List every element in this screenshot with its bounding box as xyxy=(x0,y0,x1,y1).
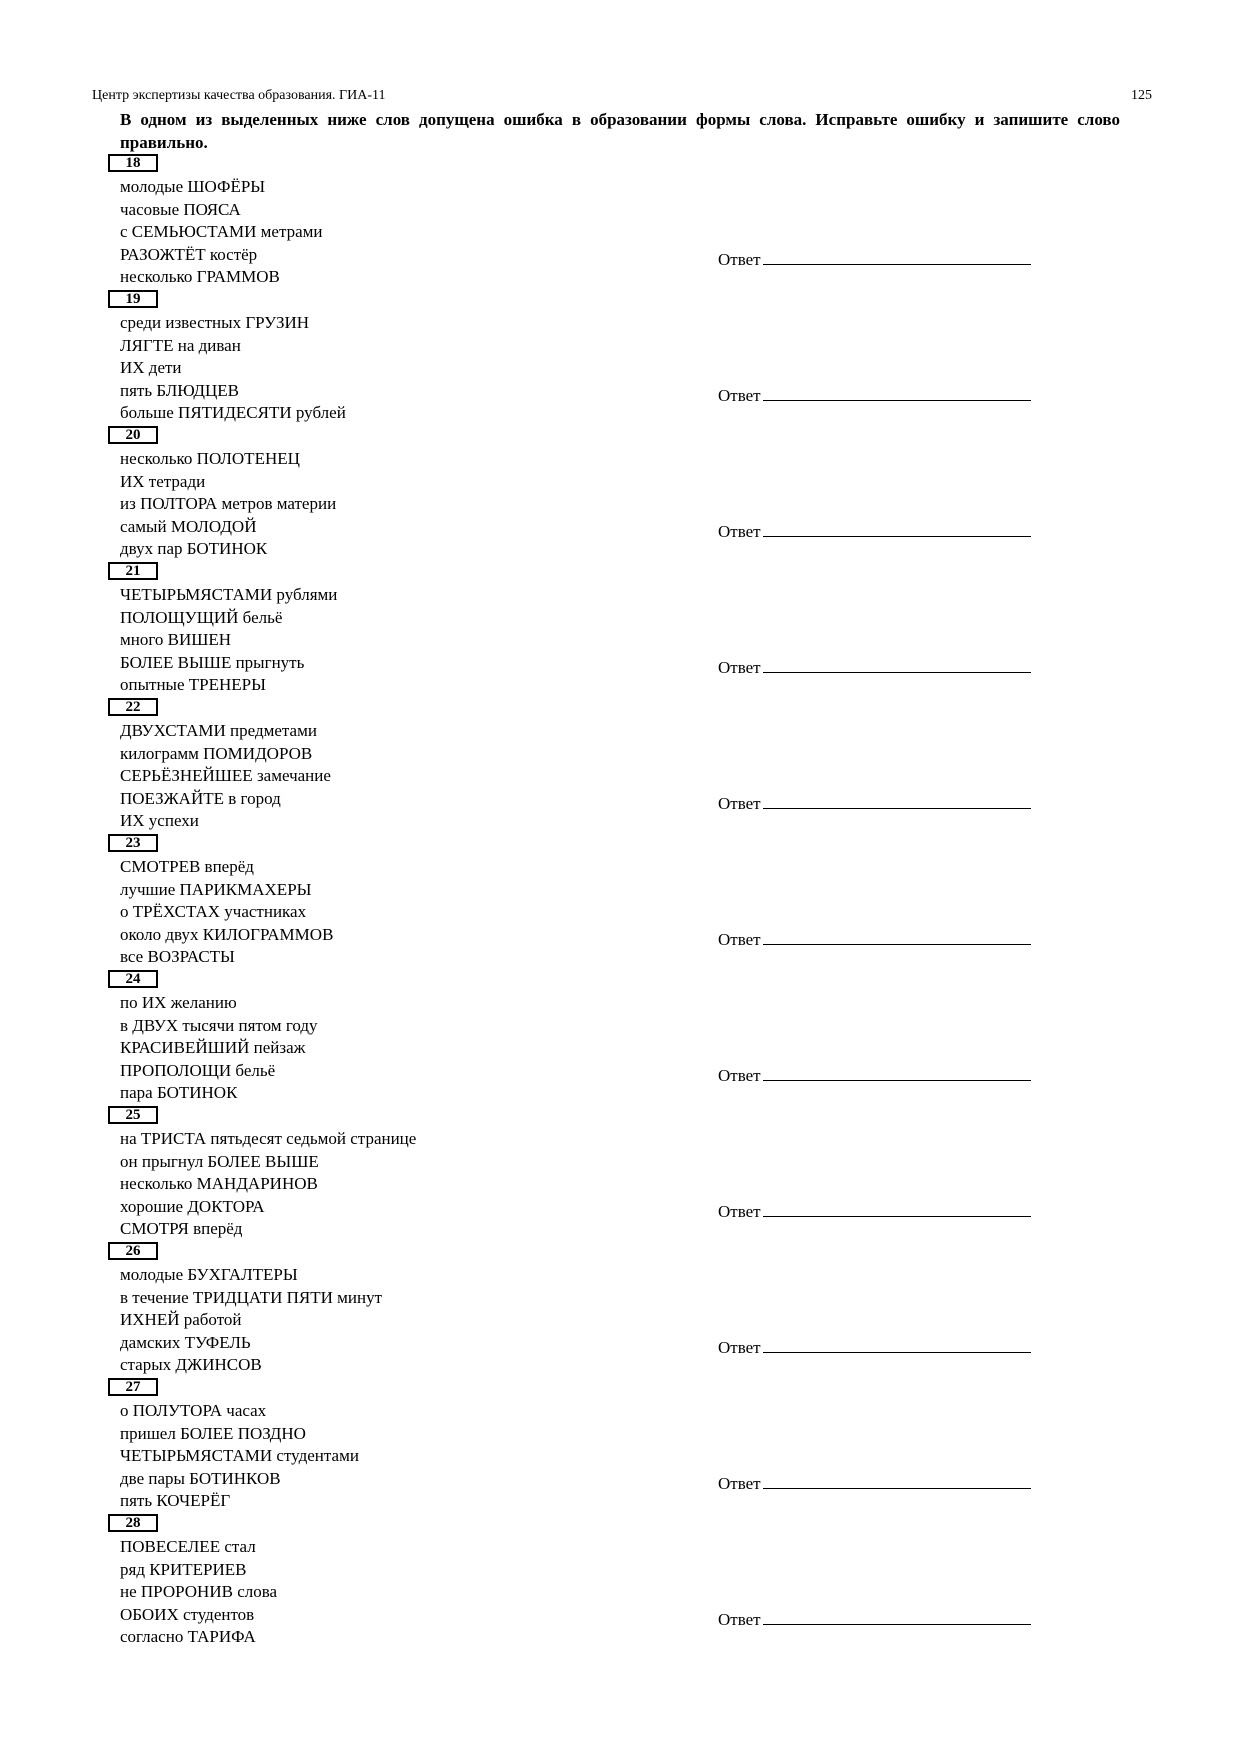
answer-field[interactable] xyxy=(718,1336,1031,1358)
word-options xyxy=(120,176,323,289)
answer-blank-line[interactable] xyxy=(763,792,1031,809)
word-option: согласно ТАРИФА xyxy=(120,1627,256,1646)
answer-label: Ответ xyxy=(718,1474,761,1493)
answer-field[interactable] xyxy=(718,656,1031,678)
answer-blank-line[interactable] xyxy=(763,928,1031,945)
answer-field[interactable] xyxy=(718,792,1031,814)
header-title: Центр экспертизы качества образования. ГИА-11 xyxy=(92,88,386,103)
word-option: несколько ПОЛОТЕНЕЦ xyxy=(120,449,300,468)
word-option: часовые ПОЯСА xyxy=(120,199,241,219)
word-option: СМОТРЯ вперёд xyxy=(120,1219,243,1238)
task-item xyxy=(108,290,1108,426)
answer-field[interactable] xyxy=(718,1200,1031,1222)
word-option: СМОТРЕВ вперёд xyxy=(120,857,254,876)
word-option: БОЛЕЕ ВЫШЕ прыгнуть xyxy=(120,652,305,672)
answer-blank-line[interactable] xyxy=(763,1336,1031,1353)
word-option: пять БЛЮДЦЕВ xyxy=(120,380,240,400)
word-options xyxy=(120,856,333,969)
word-option: опытные ТРЕНЕРЫ xyxy=(120,675,266,694)
answer-field[interactable] xyxy=(718,1608,1031,1630)
task-number: 19 xyxy=(108,290,158,308)
task-number: 23 xyxy=(108,834,158,852)
word-option: о ТРЁХСТАХ участниках xyxy=(120,902,307,921)
word-option: пришел БОЛЕЕ ПОЗДНО xyxy=(120,1423,306,1443)
task-number: 25 xyxy=(108,1106,158,1124)
answer-blank-line[interactable] xyxy=(763,1608,1031,1625)
page-header xyxy=(92,88,1152,110)
word-options xyxy=(120,1128,416,1241)
word-option: старых ДЖИНСОВ xyxy=(120,1355,262,1374)
word-option: две пары БОТИНКОВ xyxy=(120,1468,281,1488)
answer-blank-line[interactable] xyxy=(763,520,1031,537)
task-instruction: В одном из выделенных ниже слов допущена ошибка в образовании формы слова. Исправьте ошибку и запишите слово правильно. xyxy=(120,110,1120,152)
word-option: в течение ТРИДЦАТИ ПЯТИ минут xyxy=(120,1287,383,1307)
task-item xyxy=(108,698,1108,834)
answer-label: Ответ xyxy=(718,250,761,269)
word-option: пара БОТИНОК xyxy=(120,1083,238,1102)
word-option: больше ПЯТИДЕСЯТИ рублей xyxy=(120,403,346,422)
task-number: 28 xyxy=(108,1514,158,1532)
task-number: 27 xyxy=(108,1378,158,1396)
answer-label: Ответ xyxy=(718,1610,761,1629)
answer-label: Ответ xyxy=(718,522,761,541)
word-option: молодые ШОФЁРЫ xyxy=(120,177,266,196)
word-option: несколько МАНДАРИНОВ xyxy=(120,1174,318,1193)
word-option: в ДВУХ тысячи пятом году xyxy=(120,1015,318,1035)
word-option: на ТРИСТА пятьдесят седьмой странице xyxy=(120,1129,417,1148)
word-option: КРАСИВЕЙШИЙ пейзаж xyxy=(120,1038,306,1057)
answer-label: Ответ xyxy=(718,1338,761,1357)
word-option: все ВОЗРАСТЫ xyxy=(120,947,235,966)
task-list xyxy=(108,154,1108,1650)
word-option: ОБОИХ студентов xyxy=(120,1604,255,1624)
word-options xyxy=(120,992,318,1105)
task-item xyxy=(108,1106,1108,1242)
word-option: ЧЕТЫРЬМЯСТАМИ рублями xyxy=(120,585,338,604)
word-option: из ПОЛТОРА метров материи xyxy=(120,494,337,513)
answer-blank-line[interactable] xyxy=(763,1200,1031,1217)
task-number: 26 xyxy=(108,1242,158,1260)
word-options xyxy=(120,1264,382,1377)
word-options xyxy=(120,584,337,697)
task-number: 21 xyxy=(108,562,158,580)
task-number: 18 xyxy=(108,154,158,172)
word-option: не ПРОРОНИВ слова xyxy=(120,1582,278,1601)
word-options xyxy=(120,448,336,561)
answer-label: Ответ xyxy=(718,1066,761,1085)
word-option: СЕРЬЁЗНЕЙШЕЕ замечание xyxy=(120,766,331,785)
word-option: самый МОЛОДОЙ xyxy=(120,516,257,536)
word-option: килограмм ПОМИДОРОВ xyxy=(120,743,313,763)
word-option: ЧЕТЫРЬМЯСТАМИ студентами xyxy=(120,1446,359,1465)
word-option: пять КОЧЕРЁГ xyxy=(120,1491,231,1510)
word-option: хорошие ДОКТОРА xyxy=(120,1196,265,1216)
word-option: ИХ тетради xyxy=(120,471,206,491)
answer-field[interactable] xyxy=(718,1472,1031,1494)
word-option: около двух КИЛОГРАММОВ xyxy=(120,924,334,944)
word-options xyxy=(120,1536,277,1649)
task-number: 22 xyxy=(108,698,158,716)
word-option: ДВУХСТАМИ предметами xyxy=(120,721,317,740)
answer-blank-line[interactable] xyxy=(763,384,1031,401)
word-option: лучшие ПАРИКМАХЕРЫ xyxy=(120,879,312,899)
word-option: ПОЕЗЖАЙТЕ в город xyxy=(120,788,281,808)
word-option: среди известных ГРУЗИН xyxy=(120,313,310,332)
word-option: молодые БУХГАЛТЕРЫ xyxy=(120,1265,298,1284)
word-options xyxy=(120,312,346,425)
task-item xyxy=(108,426,1108,562)
page-number: 125 xyxy=(1131,88,1152,103)
answer-blank-line[interactable] xyxy=(763,1064,1031,1081)
word-option: ИХ дети xyxy=(120,358,182,377)
word-option: по ИХ желанию xyxy=(120,993,237,1012)
answer-field[interactable] xyxy=(718,1064,1031,1086)
word-option: РАЗОЖТЁТ костёр xyxy=(120,244,258,264)
word-option: ПОВЕСЕЛЕЕ стал xyxy=(120,1537,256,1556)
task-item xyxy=(108,970,1108,1106)
word-option: несколько ГРАММОВ xyxy=(120,267,280,286)
task-item xyxy=(108,1242,1108,1378)
word-option: о ПОЛУТОРА часах xyxy=(120,1401,267,1420)
answer-label: Ответ xyxy=(718,386,761,405)
answer-blank-line[interactable] xyxy=(763,656,1031,673)
answer-field[interactable] xyxy=(718,928,1031,950)
task-item xyxy=(108,154,1108,290)
word-option: ряд КРИТЕРИЕВ xyxy=(120,1559,247,1579)
answer-label: Ответ xyxy=(718,1202,761,1221)
answer-field[interactable] xyxy=(718,384,1031,406)
word-option: ПРОПОЛОЩИ бельё xyxy=(120,1060,276,1080)
word-option: ЛЯГТЕ на диван xyxy=(120,335,241,355)
answer-blank-line[interactable] xyxy=(763,248,1031,265)
word-option: ИХ успехи xyxy=(120,811,199,830)
answer-label: Ответ xyxy=(718,658,761,677)
task-item xyxy=(108,1378,1108,1514)
answer-blank-line[interactable] xyxy=(763,1472,1031,1489)
word-option: он прыгнул БОЛЕЕ ВЫШЕ xyxy=(120,1151,319,1171)
word-option: много ВИШЕН xyxy=(120,630,232,649)
task-item xyxy=(108,562,1108,698)
task-number: 24 xyxy=(108,970,158,988)
answer-label: Ответ xyxy=(718,794,761,813)
task-number: 20 xyxy=(108,426,158,444)
word-option: дамских ТУФЕЛЬ xyxy=(120,1332,251,1352)
answer-field[interactable] xyxy=(718,248,1031,270)
task-item xyxy=(108,1514,1108,1650)
word-options xyxy=(120,1400,359,1513)
task-item xyxy=(108,834,1108,970)
answer-field[interactable] xyxy=(718,520,1031,542)
answer-label: Ответ xyxy=(718,930,761,949)
word-option: ПОЛОЩУЩИЙ бельё xyxy=(120,607,283,627)
word-options xyxy=(120,720,331,833)
word-option: ИХНЕЙ работой xyxy=(120,1310,242,1329)
word-option: с СЕМЬЮСТАМИ метрами xyxy=(120,222,323,241)
word-option: двух пар БОТИНОК xyxy=(120,539,268,558)
